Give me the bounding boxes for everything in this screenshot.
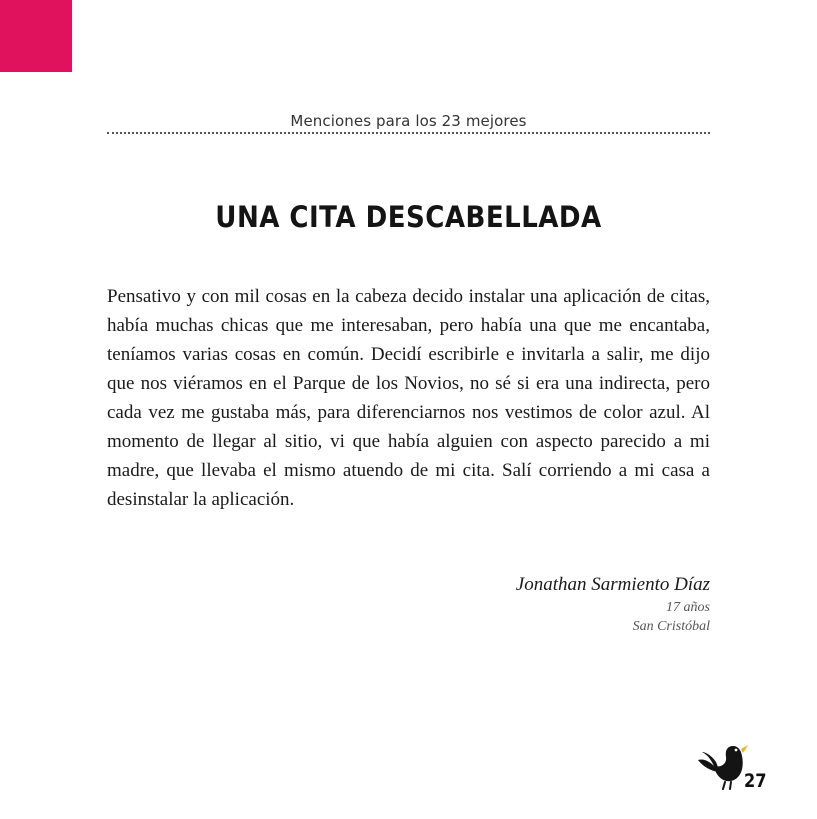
header-dotted-rule [107,132,710,134]
author-location: San Cristóbal [632,619,710,634]
running-header: Menciones para los 23 mejores [290,112,527,130]
page-number: 27 [744,770,767,792]
author-age: 17 años [666,600,710,615]
story-body: Pensativo y con mil cosas en la cabeza decido instalar una aplicación de citas, había muchas chicas que me interesaban, pero había una que me encantaba, teníamos varias cosas en común. Decidí escribirle e invitarla a salir, me dijo que nos viéramos en el Parque de los Novios, no sé si era una indirecta, pero cada vez me gustaba más, para diferenciarnos nos vestimos de color azul. Al momento de llegar al sitio, vi que había alguien con aspecto parecido a mi madre, que llevaba el mismo atuendo de mi cita. Salí corriendo a mi casa a desinstalar la aplicación. [107,286,710,510]
author-name: Jonathan Sarmiento Díaz [515,574,710,595]
corner-accent-block [0,0,72,72]
story-title: UNA CITA DESCABELLADA [215,200,602,234]
author-block [407,572,710,636]
